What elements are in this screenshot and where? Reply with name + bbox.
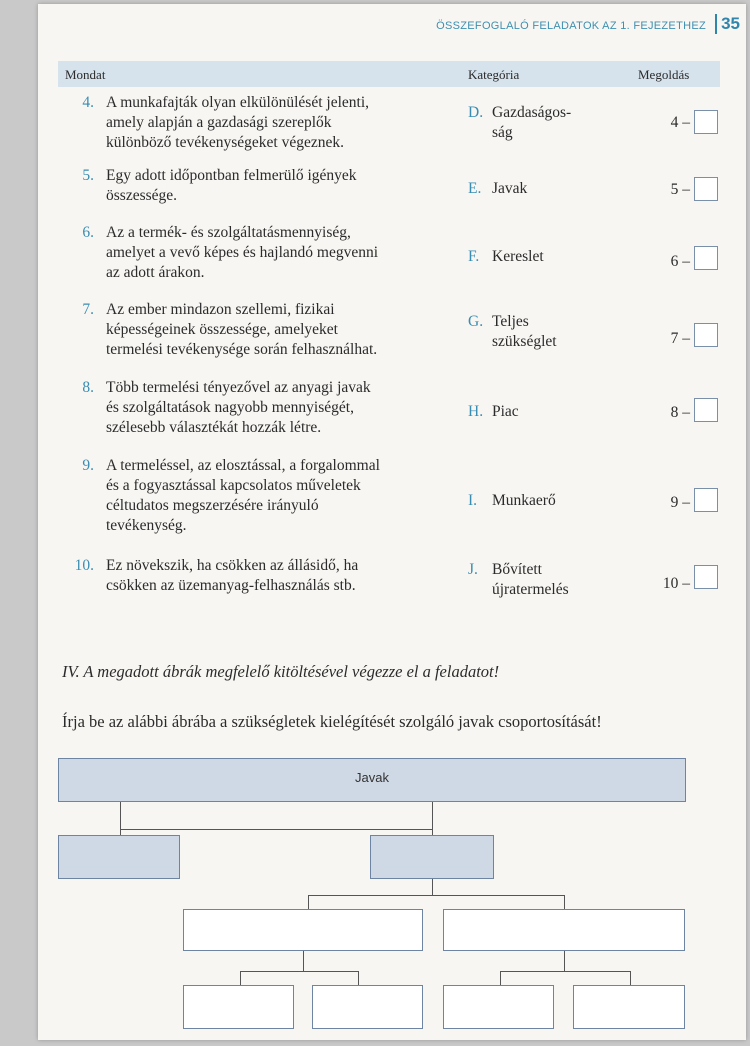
sentence-line: céltudatos megszerzésére irányuló bbox=[106, 497, 319, 514]
category-line: újratermelés bbox=[492, 581, 569, 598]
category-name bbox=[492, 179, 622, 199]
answer-box[interactable] bbox=[694, 246, 718, 270]
category-line: Piac bbox=[492, 403, 519, 420]
row-sentence bbox=[106, 300, 446, 360]
page-number: 35 bbox=[715, 14, 740, 34]
category-name bbox=[492, 103, 622, 143]
connector-line bbox=[432, 802, 433, 829]
category-letter: G. bbox=[468, 313, 484, 330]
sentence-line: szélesebb választékát hozzák létre. bbox=[106, 419, 322, 436]
table-row bbox=[58, 378, 720, 442]
sentence-line: A termeléssel, az elosztással, a forgalommal bbox=[106, 457, 380, 474]
diagram-box-left[interactable] bbox=[58, 835, 180, 879]
sentence-line: Az a termék- és szolgáltatásmennyiség, bbox=[106, 224, 351, 241]
task-instruction: Írja be az alábbi ábrába a szükségletek kielégítését szolgáló javak csoportosítását! bbox=[62, 712, 602, 731]
row-number: 4. bbox=[82, 94, 94, 111]
column-header-kategoria: Kategória bbox=[468, 67, 520, 82]
category-letter: J. bbox=[468, 561, 478, 578]
category-line: Javak bbox=[492, 180, 528, 197]
category-letter: F. bbox=[468, 248, 480, 265]
sentence-line: és szolgáltatások nagyobb mennyiségét, bbox=[106, 399, 354, 416]
solution-label: 7 – bbox=[670, 330, 690, 347]
diagram-root-box bbox=[58, 758, 686, 802]
category-name bbox=[492, 247, 622, 267]
sentence-line: Ez növekszik, ha csökken az állásidő, ha bbox=[106, 557, 359, 574]
sentence-line: képességeinek összessége, amelyeket bbox=[106, 321, 338, 338]
solution-label: 10 – bbox=[662, 575, 690, 592]
diagram-box-mid-right[interactable] bbox=[443, 909, 685, 951]
answer-box[interactable] bbox=[694, 488, 718, 512]
table-row bbox=[58, 166, 720, 210]
sentence-line: tevékenység. bbox=[106, 517, 187, 534]
diagram-root-label: Javak bbox=[355, 770, 389, 785]
category-letter: D. bbox=[468, 104, 484, 121]
table-header bbox=[58, 61, 720, 87]
category-line: Teljes bbox=[492, 313, 529, 330]
row-number: 6. bbox=[82, 224, 94, 241]
answer-box[interactable] bbox=[694, 398, 718, 422]
table-row bbox=[58, 93, 720, 157]
solution-label: 5 – bbox=[670, 181, 690, 198]
column-header-megoldas: Megoldás bbox=[638, 67, 690, 82]
sentence-line: Az ember mindazon szellemi, fizikai bbox=[106, 301, 335, 318]
connector-line bbox=[630, 971, 631, 985]
connector-line bbox=[240, 971, 241, 985]
sentence-line: csökken az üzemanyag-felhasználás stb. bbox=[106, 577, 356, 594]
table-row bbox=[58, 300, 720, 364]
row-sentence bbox=[106, 378, 446, 438]
answer-box[interactable] bbox=[694, 110, 718, 134]
diagram-leaf-box[interactable] bbox=[573, 985, 685, 1029]
row-sentence bbox=[106, 456, 446, 536]
connector-line bbox=[240, 971, 358, 972]
diagram-leaf-box[interactable] bbox=[183, 985, 294, 1029]
sentence-line: összessége. bbox=[106, 187, 178, 204]
sentence-line: az adott árakon. bbox=[106, 264, 205, 281]
solution-label: 8 – bbox=[670, 404, 690, 421]
row-number: 7. bbox=[82, 301, 94, 318]
connector-line bbox=[358, 971, 359, 985]
connector-line bbox=[308, 895, 564, 896]
column-header-mondat: Mondat bbox=[65, 67, 106, 82]
row-sentence bbox=[106, 556, 446, 596]
answer-box[interactable] bbox=[694, 177, 718, 201]
category-name bbox=[492, 491, 622, 511]
connector-line bbox=[120, 802, 121, 829]
sentence-line: amelyet a vevő képes és hajlandó megvenni bbox=[106, 244, 379, 261]
category-line: Gazdaságos- bbox=[492, 104, 572, 121]
row-number: 10. bbox=[74, 557, 94, 574]
answer-box[interactable] bbox=[694, 323, 718, 347]
diagram-leaf-box[interactable] bbox=[443, 985, 554, 1029]
category-name bbox=[492, 560, 622, 600]
solution-label: 6 – bbox=[670, 253, 690, 270]
connector-line bbox=[432, 879, 433, 895]
category-line: Munkaerő bbox=[492, 492, 556, 509]
workbook-page bbox=[38, 4, 746, 1040]
diagram-box-mid-left[interactable] bbox=[183, 909, 423, 951]
connector-line bbox=[564, 951, 565, 971]
category-line: Kereslet bbox=[492, 248, 544, 265]
diagram-leaf-box[interactable] bbox=[312, 985, 423, 1029]
sentence-line: amely alapján a gazdasági szereplők bbox=[106, 114, 332, 131]
sentence-line: és a fogyasztással kapcsolatos műveletek bbox=[106, 477, 361, 494]
category-line: szükséglet bbox=[492, 333, 557, 350]
sentence-line: Egy adott időpontban felmerülő igények bbox=[106, 167, 357, 184]
category-letter: H. bbox=[468, 403, 484, 420]
running-head: ÖSSZEFOGLALÓ FELADATOK AZ 1. FEJEZETHEZ bbox=[436, 20, 706, 32]
connector-line bbox=[500, 971, 501, 985]
row-sentence bbox=[106, 93, 446, 153]
task-heading: IV. A megadott ábrák megfelelő kitöltésével végezze el a feladatot! bbox=[62, 662, 500, 681]
table-row bbox=[58, 556, 720, 600]
category-line: ság bbox=[492, 124, 513, 141]
table-row bbox=[58, 456, 720, 540]
row-sentence bbox=[106, 166, 446, 206]
category-letter: I. bbox=[468, 492, 478, 509]
sentence-line: Több termelési tényezővel az anyagi javak bbox=[106, 379, 371, 396]
sentence-line: termelési tevékenysége során felhasználhat. bbox=[106, 341, 378, 358]
table-row bbox=[58, 223, 720, 287]
category-name bbox=[492, 402, 622, 422]
connector-line bbox=[120, 829, 432, 830]
answer-box[interactable] bbox=[694, 565, 718, 589]
connector-line bbox=[303, 951, 304, 971]
diagram-box-right[interactable] bbox=[370, 835, 494, 879]
row-number: 5. bbox=[82, 167, 94, 184]
sentence-line: különböző tevékenységeket végeznek. bbox=[106, 134, 345, 151]
category-letter: E. bbox=[468, 180, 482, 197]
row-number: 8. bbox=[82, 379, 94, 396]
row-sentence bbox=[106, 223, 446, 283]
connector-line bbox=[308, 895, 309, 909]
connector-line bbox=[500, 971, 630, 972]
category-line: Bővített bbox=[492, 561, 542, 578]
sentence-line: A munkafajták olyan elkülönülését jelenti, bbox=[106, 94, 370, 111]
connector-line bbox=[564, 895, 565, 909]
solution-label: 4 – bbox=[670, 114, 690, 131]
solution-label: 9 – bbox=[670, 494, 690, 511]
row-number: 9. bbox=[82, 457, 94, 474]
category-name bbox=[492, 312, 622, 352]
